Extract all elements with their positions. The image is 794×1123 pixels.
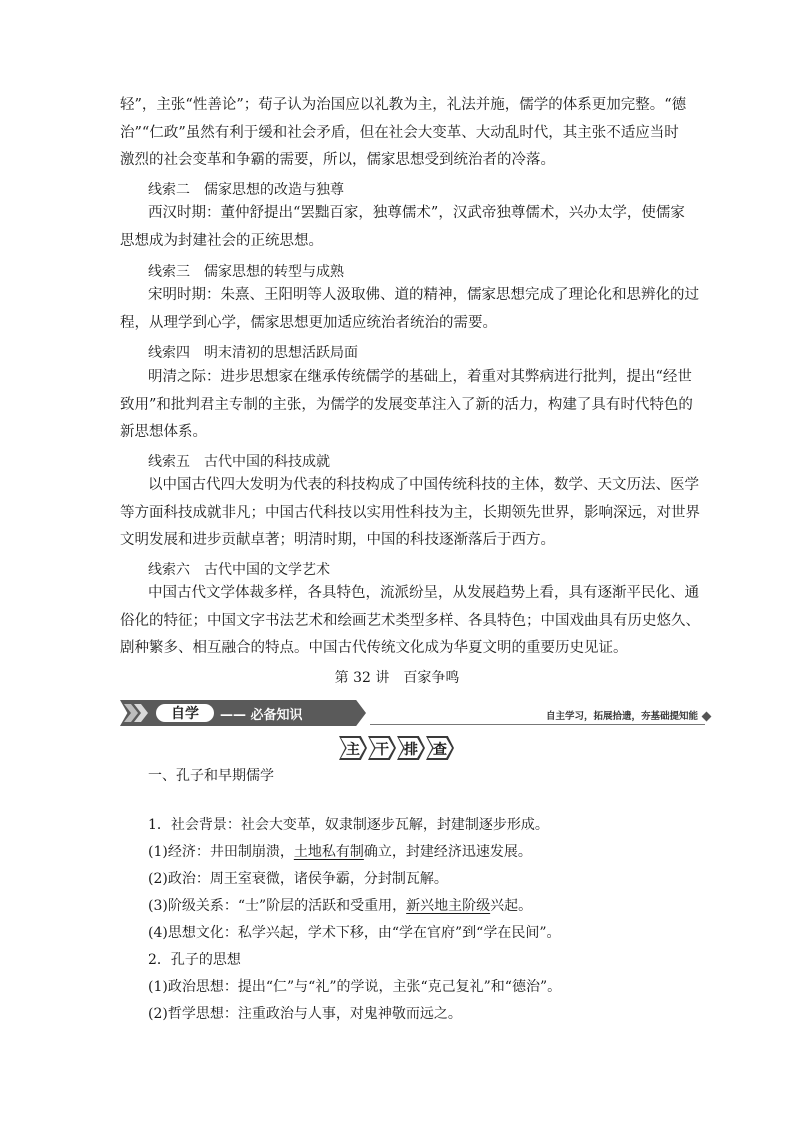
intro-paragraph xyxy=(120,92,687,175)
clue-heading xyxy=(148,342,358,362)
text-line: 文明发展和进步贡献卓著；明清时期，中国的科技逐渐落后于西方。 xyxy=(120,532,555,548)
banner-slogan: 自主学习，拓展拾遗，夯基础提知能 xyxy=(545,711,698,722)
tag-item xyxy=(339,736,367,760)
text-line: 程，从理学到心学，儒家思想更加适应统治者统治的需要。 xyxy=(120,314,497,331)
clue-label: 线索五 xyxy=(148,454,190,470)
tag-text: 主 xyxy=(346,742,360,758)
text-line: 俗化的特征；中国文字书法艺术和绘画艺术类型多样、各具特色；中国戏曲具有历史悠久、 xyxy=(120,612,700,629)
lecture-title: 第 32 讲 百家争鸣 xyxy=(334,670,460,686)
underlined-term: 新兴地主阶级 xyxy=(406,898,491,914)
clue-title: 古代中国的科技成就 xyxy=(204,454,330,470)
clue-paragraph xyxy=(120,200,685,255)
text-line: 激烈的社会变革和争霸的需要，所以，儒家思想受到统治者的冷落。 xyxy=(120,152,555,168)
underlined-term: 土地私有制 xyxy=(293,844,364,860)
list-item: (1)政治思想：提出“仁”与“礼”的学说，主张“克己复礼”和“德治”。 xyxy=(148,979,562,995)
clue-title: 古代中国的文学艺术 xyxy=(204,562,330,578)
text-line: 致用”和批判君主专制的主张，为儒学的发展变革注入了新的活力，构建了具有时代特色的 xyxy=(120,396,693,413)
clue-paragraph xyxy=(120,580,700,663)
list-item: (3)阶级关系：“士”阶层的活跃和受重用，新兴地主阶级兴起。 xyxy=(148,898,533,914)
text-line: 中国古代文学体裁多样，各具特色，流派纷呈，从发展趋势上看，具有逐渐平民化、通 xyxy=(148,585,699,601)
tag-item xyxy=(368,736,396,760)
clue-heading xyxy=(148,451,330,471)
text-line: 以中国古代四大发明为代表的科技构成了中国传统科技的主体，数学、天文历法、医学 xyxy=(148,477,699,493)
list-item: 2．孔子的思想 xyxy=(148,952,241,968)
clue-label: 线索三 xyxy=(148,264,190,280)
banner-rule xyxy=(370,724,705,725)
text-line: 等方面科技成就非凡；中国古代科技以实用性科技为主，长期领先世界，影响深远，对世界 xyxy=(120,504,700,521)
list-item: (2)政治：周王室衰微，诸侯争霸，分封制瓦解。 xyxy=(148,871,448,887)
text-line: 轻”，主张“性善论”；荀子认为治国应以礼教为主，礼法并施，儒学的体系更加完整。“德 xyxy=(120,97,687,113)
list-item: 1．社会背景：社会大变革，奴隶制逐步瓦解，封建制逐步形成。 xyxy=(148,817,549,833)
clue-heading xyxy=(148,559,330,579)
text-line: 剧种繁多、相互融合的特点。中国古代传统文化成为华夏文明的重要历史见证。 xyxy=(120,640,628,656)
banner-bar-text: —— 必备知识 xyxy=(220,708,303,723)
diamond-icon xyxy=(702,712,712,722)
tag-item xyxy=(426,736,454,760)
clue-label: 线索二 xyxy=(148,182,190,198)
list-item: (2)哲学思想：注重政治与人事，对鬼神敬而远之。 xyxy=(148,1006,462,1022)
list-item: (4)思想文化：私学兴起，学术下移，由“学在官府”到“学在民间”。 xyxy=(148,925,561,941)
clue-title: 儒家思想的转型与成熟 xyxy=(204,264,344,280)
section-title: 一、孔子和早期儒学 xyxy=(148,768,274,784)
tag-text: 干 xyxy=(375,742,389,758)
text-line: 明清之际：进步思想家在继承传统儒学的基础上，着重对其弊病进行批判，提出“经世 xyxy=(148,369,692,385)
clue-title: 明末清初的思想活跃局面 xyxy=(204,345,358,361)
clue-paragraph xyxy=(120,282,699,337)
text-line: 思想成为封建社会的正统思想。 xyxy=(120,232,323,249)
list-item: (1)经济：井田制崩溃，土地私有制确立，封建经济迅速发展。 xyxy=(148,844,532,860)
tag-item xyxy=(397,736,425,760)
text-line: 新思想体系。 xyxy=(120,424,207,440)
banner-pill-text: 自学 xyxy=(171,706,199,722)
text-line: 治”“仁政”虽然有利于缓和社会矛盾，但在社会大变革、大动乱时代，其主张不适应当时 xyxy=(120,124,679,141)
text-line: 西汉时期：董仲舒提出“罢黜百家，独尊儒术”，汉武帝独尊儒术，兴办太学，使儒家 xyxy=(148,205,685,221)
clue-title: 儒家思想的改造与独尊 xyxy=(204,182,344,198)
clue-label: 线索六 xyxy=(148,562,190,578)
clue-heading xyxy=(148,261,344,281)
tag-text: 查 xyxy=(433,742,447,758)
clue-paragraph xyxy=(120,472,700,555)
clue-label: 线索四 xyxy=(148,345,190,361)
tag-text: 排 xyxy=(404,742,418,758)
clue-paragraph xyxy=(120,364,693,447)
section-banner xyxy=(120,700,710,726)
clue-heading xyxy=(148,179,344,199)
text-line: 宋明时期：朱熹、王阳明等人汲取佛、道的精神，儒家思想完成了理论化和思辨化的过 xyxy=(148,287,699,303)
